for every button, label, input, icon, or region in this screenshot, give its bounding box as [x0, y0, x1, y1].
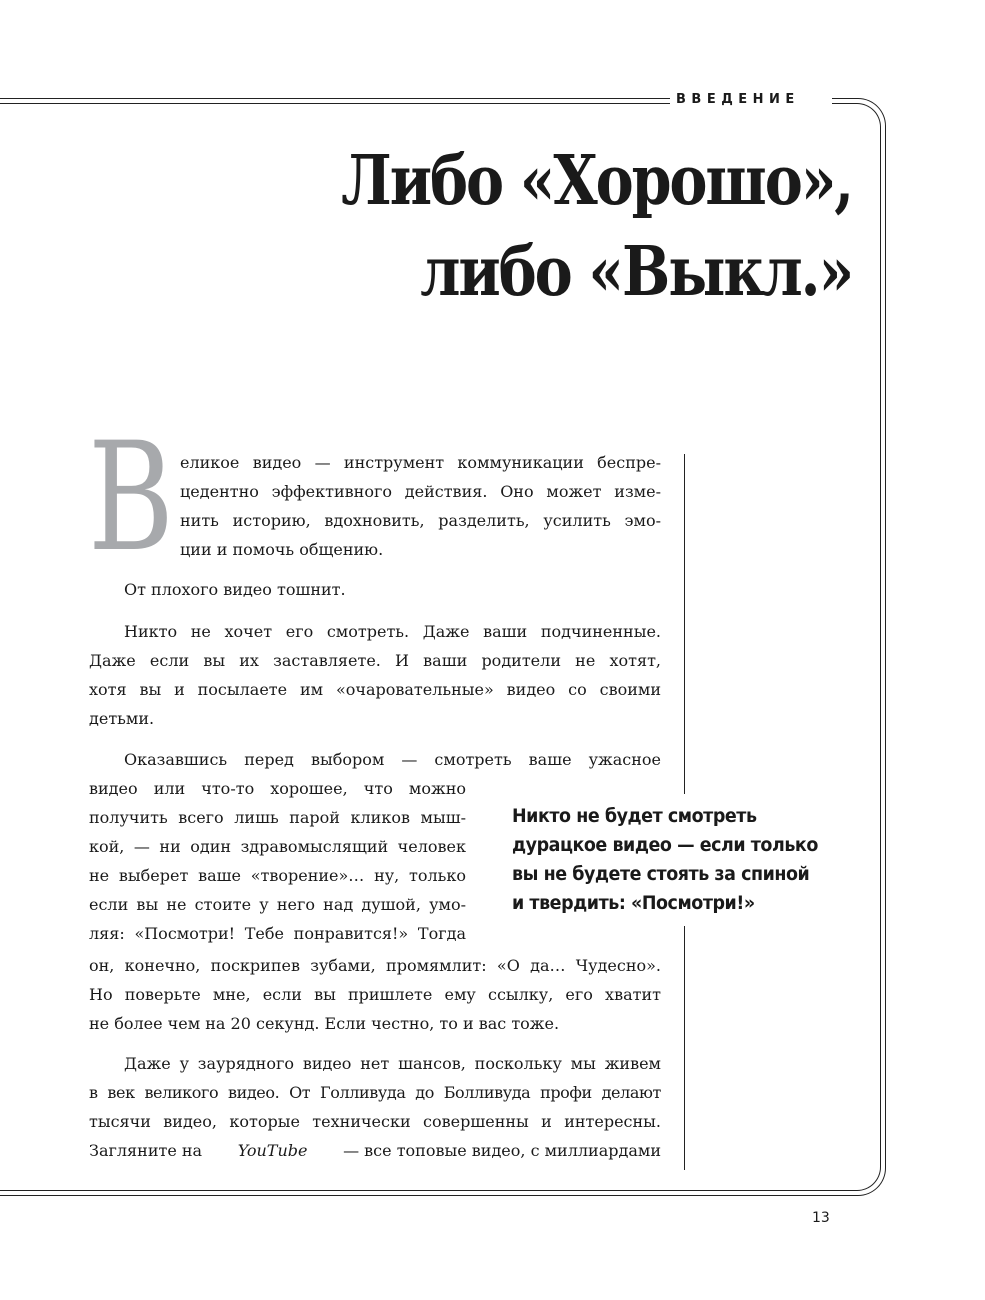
- text-line: Оказавшись перед выбором — смотреть ваше ужасное: [124, 750, 661, 769]
- text-fragment: Загляните на: [89, 1141, 203, 1160]
- section-label: ВВЕДЕНИЕ: [676, 92, 800, 107]
- text-line: нить историю, вдохновить, разделить, усилить эмо-: [180, 511, 661, 530]
- chapter-title-line-2: либо «Выкл.»: [420, 232, 852, 312]
- text-line: Даже у заурядного видео нет шансов, поскольку мы живем: [124, 1054, 661, 1073]
- pull-quote-line: дурацкое видео — если только: [512, 834, 818, 856]
- text-line: если вы не стоите у него над душой, умо-: [89, 895, 466, 914]
- youtube-italic: YouTube: [237, 1141, 308, 1160]
- text-line: видео или что-то хорошее, что можно: [89, 779, 466, 798]
- chapter-title-line-1: Либо «Хорошо»,: [341, 141, 852, 221]
- text-line: Никто не хочет его смотреть. Даже ваши подчиненные.: [124, 622, 661, 641]
- text-line: ляя: «Посмотри! Тебе понравится!» Тогда: [89, 924, 466, 943]
- text-line: не выберет ваше «творение»… ну, только: [89, 866, 466, 885]
- text-line: детьми.: [89, 709, 155, 728]
- text-line: Но поверьте мне, если вы пришлете ему ссылку, его хватит: [89, 985, 661, 1004]
- column-rule-top: [684, 454, 685, 794]
- text-line: получить всего лишь парой кликов мыш-: [89, 808, 466, 827]
- pull-quote-line: Никто не будет смотреть: [512, 805, 757, 827]
- text-line: цедентно эффективного действия. Оно может изме-: [180, 482, 661, 501]
- chapter-title: [341, 136, 852, 318]
- text-line: ции и помочь общению.: [180, 540, 384, 559]
- text-fragment: — все топовые видео, с миллиардами: [343, 1141, 661, 1160]
- pull-quote: [512, 802, 842, 918]
- text-line: еликое видео — инструмент коммуникации беспре-: [180, 453, 661, 472]
- text-line: Даже если вы их заставляете. И ваши родители не хотят,: [89, 651, 661, 670]
- text-line: он, конечно, поскрипев зубами, промямлит: «О да… Чудесно».: [89, 956, 661, 975]
- text-line: От плохого видео тошнит.: [124, 580, 346, 599]
- page-number: 13: [812, 1210, 830, 1226]
- drop-cap: В: [88, 411, 174, 585]
- text-line: в век великого видео. От Голливуда до Болливуда профи делают: [89, 1083, 661, 1102]
- column-rule-bottom: [684, 926, 685, 1170]
- text-line: кой, — ни один здравомыслящий человек: [89, 837, 466, 856]
- text-line: хотя вы и посылаете им «очаровательные» видео со своими: [89, 680, 661, 699]
- text-line: не более чем на 20 секунд. Если честно, то и вас тоже.: [89, 1014, 560, 1033]
- text-line: [89, 1136, 661, 1165]
- text-line: тысячи видео, которые технически совершенны и интересны.: [89, 1112, 661, 1131]
- pull-quote-line: вы не будете стоять за спиной: [512, 863, 810, 885]
- pull-quote-line: и твердить: «Посмотри!»: [512, 892, 755, 914]
